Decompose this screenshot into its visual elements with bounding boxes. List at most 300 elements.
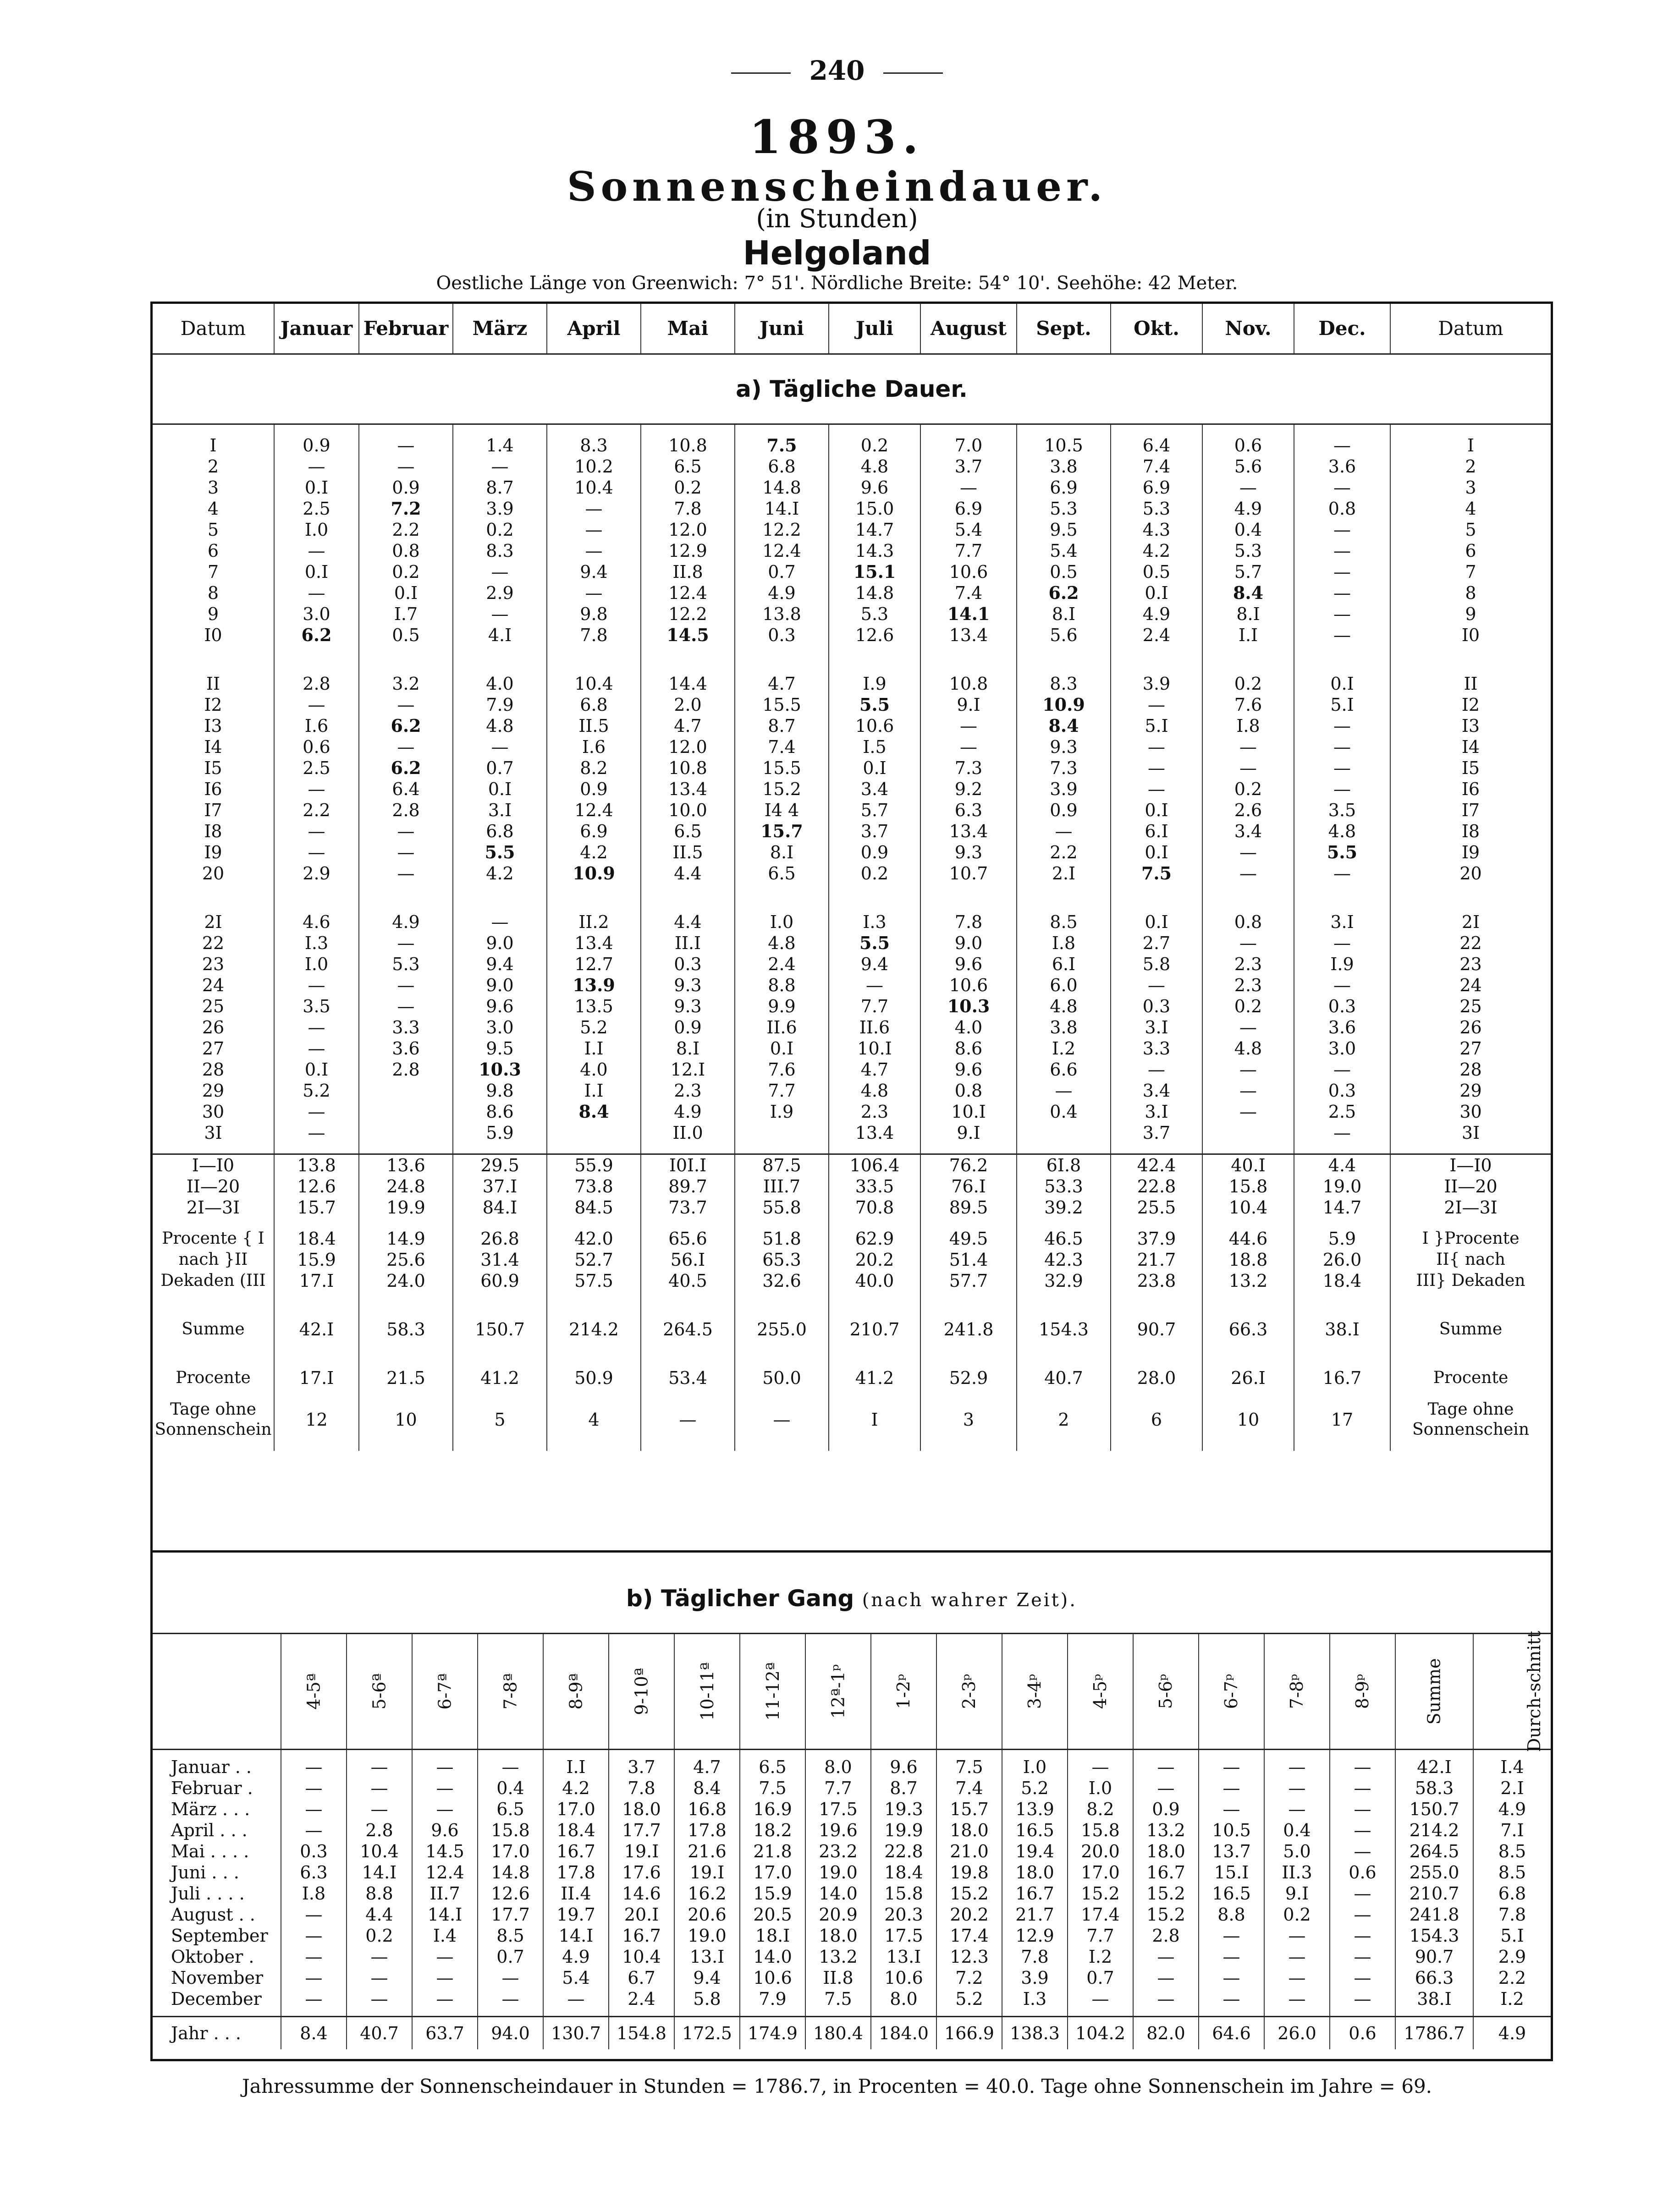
spacer — [1390, 1389, 1551, 1399]
table-row — [153, 1441, 1551, 1451]
day-label: 9 — [1390, 604, 1551, 625]
hourly-value: 15.9 — [740, 1883, 805, 1904]
hourly-value: I.8 — [281, 1883, 347, 1904]
spacer — [153, 1143, 274, 1154]
daily-value: 3.6 — [359, 1038, 453, 1059]
spacer — [936, 1750, 1002, 1757]
spacer — [735, 1291, 829, 1319]
daily-value: 0.4 — [1202, 519, 1294, 540]
decade-sum: 55.8 — [735, 1197, 829, 1218]
spacer — [547, 1441, 641, 1451]
decade-sum: 15.7 — [274, 1197, 359, 1218]
hourly-value: 17.6 — [609, 1862, 674, 1883]
daily-value: 15.7 — [735, 821, 829, 842]
decade-sum: I0I.I — [641, 1154, 735, 1176]
daily-value: 0.I — [829, 757, 920, 779]
monat-procente-value: 16.7 — [1294, 1367, 1390, 1389]
table-row — [153, 304, 1551, 354]
daily-value: 7.8 — [920, 911, 1017, 933]
daily-value: I.8 — [1202, 715, 1294, 736]
spacer — [1202, 1143, 1294, 1154]
daily-value: — — [1294, 519, 1390, 540]
hourly-value: 0.4 — [1264, 1820, 1330, 1841]
daily-value: 9.6 — [453, 996, 547, 1017]
daily-value: — — [1111, 1059, 1202, 1080]
spacer — [1017, 424, 1111, 435]
day-label: I8 — [204, 821, 222, 841]
hour-label: 4-5ª — [303, 1673, 324, 1710]
decade-label: I—I0 — [1390, 1154, 1551, 1176]
daily-value: 3.0 — [274, 604, 359, 625]
daily-value: 10.8 — [920, 673, 1017, 694]
jahr-value: 63.7 — [412, 2017, 478, 2050]
section-b-title-text: b) Täglicher Gang — [626, 1585, 854, 1612]
spacer — [674, 1750, 740, 1757]
daily-value: 0.2 — [829, 863, 920, 884]
jahr-value: 138.3 — [1002, 2017, 1068, 2050]
day-label: 3I — [204, 1123, 222, 1143]
spacer — [153, 1389, 274, 1399]
daily-value: 4.0 — [453, 673, 547, 694]
daily-value: 7.6 — [1202, 694, 1294, 715]
daily-value: I4 4 — [735, 800, 829, 821]
hourly-value: 18.0 — [609, 1799, 674, 1820]
hourly-value: I.I — [543, 1756, 609, 1778]
daily-value: 7.7 — [735, 1080, 829, 1101]
daily-value: 0.4 — [1017, 1101, 1111, 1122]
hourly-value: 7.7 — [1068, 1925, 1133, 1946]
spacer — [1133, 1750, 1199, 1757]
daily-value: 9.I — [920, 1122, 1017, 1143]
daily-value: 8.2 — [547, 757, 641, 779]
table-row — [153, 1228, 1551, 1249]
daily-value: — — [1202, 842, 1294, 863]
day-label: 26 — [1390, 1017, 1551, 1038]
spacer — [1390, 1340, 1551, 1367]
spacer — [274, 1218, 359, 1228]
daily-value: 5.3 — [1017, 498, 1111, 519]
daily-value: 2.4 — [1111, 625, 1202, 646]
table-row — [153, 800, 1551, 821]
daily-value: — — [274, 456, 359, 477]
daily-value: — — [1202, 757, 1294, 779]
daily-value: 5.6 — [1202, 456, 1294, 477]
daily-value: 3.9 — [1111, 673, 1202, 694]
tage-label-right: Tage ohne Sonnenschein — [1390, 1399, 1551, 1441]
daily-value: 4.9 — [735, 582, 829, 604]
spacer — [153, 424, 274, 435]
daily-value: 7.6 — [735, 1059, 829, 1080]
spacer — [829, 1143, 920, 1154]
daily-value: 7.8 — [547, 625, 641, 646]
hourly-value: 2.4 — [609, 1988, 674, 2009]
table-row — [153, 498, 1551, 519]
table-row — [153, 540, 1551, 561]
table-row — [153, 625, 1551, 646]
hourly-value: 9.4 — [674, 1967, 740, 1988]
procent-value: 18.8 — [1202, 1249, 1294, 1270]
daily-value — [1017, 1122, 1111, 1143]
daily-value: 10.9 — [1017, 694, 1111, 715]
daily-value: — — [1294, 736, 1390, 757]
hour-label: 10-11ª — [697, 1662, 717, 1721]
spacer — [1111, 1291, 1202, 1319]
daily-value: 2.8 — [274, 673, 359, 694]
spacer — [1202, 1218, 1294, 1228]
spacer — [829, 1291, 920, 1319]
daily-value: I.0 — [735, 911, 829, 933]
table-row — [153, 1399, 1551, 1441]
spacer — [1395, 2009, 1473, 2017]
hourly-value: 214.2 — [1395, 1820, 1473, 1841]
spacer — [936, 2009, 1002, 2017]
daily-value: 10.9 — [547, 863, 641, 884]
daily-value: 10.3 — [453, 1059, 547, 1080]
daily-value: 6.I — [1017, 954, 1111, 975]
daily-value: 4.3 — [1111, 519, 1202, 540]
procent-value: 15.9 — [274, 1249, 359, 1270]
spacer — [920, 1143, 1017, 1154]
daily-value: 9.6 — [920, 954, 1017, 975]
day-label: 8 — [207, 583, 219, 603]
daily-value: — — [547, 582, 641, 604]
day-label: I5 — [1390, 757, 1551, 779]
hourly-value: 18.0 — [936, 1820, 1002, 1841]
table-row — [153, 354, 1551, 424]
hourly-value: 241.8 — [1395, 1904, 1473, 1925]
daily-value: 8.I — [641, 1038, 735, 1059]
tage-value: 2 — [1017, 1399, 1111, 1441]
hourly-value: 10.4 — [609, 1946, 674, 1967]
daily-value: 4.2 — [453, 863, 547, 884]
hour-header — [1068, 1634, 1133, 1750]
day-label: 2 — [1390, 456, 1551, 477]
hourly-value: 16.9 — [740, 1799, 805, 1820]
daily-value: 7.9 — [453, 694, 547, 715]
page-title: Sonnenscheindauer. — [567, 163, 1107, 210]
daily-value: 7.5 — [735, 435, 829, 456]
spacer — [609, 1750, 674, 1757]
table-row — [153, 911, 1551, 933]
jahr-value: 64.6 — [1199, 2017, 1264, 2050]
daily-value: 9.0 — [920, 933, 1017, 954]
hour-label: Summe — [1424, 1658, 1444, 1725]
hourly-value: — — [1330, 1946, 1395, 1967]
procent-value: 18.4 — [274, 1228, 359, 1249]
day-label: I9 — [204, 842, 222, 862]
table-row — [153, 1988, 1551, 2009]
daily-value: 0.I — [274, 1059, 359, 1080]
decade-sum: 14.7 — [1294, 1197, 1390, 1218]
spacer — [829, 1340, 920, 1367]
daily-value: 5.3 — [1111, 498, 1202, 519]
jahr-value: 1786.7 — [1395, 2017, 1473, 2050]
hourly-value: 0.7 — [1068, 1967, 1133, 1988]
hour-label: 4-5ᵖ — [1090, 1674, 1111, 1709]
hourly-value: 2.9 — [1473, 1946, 1551, 1967]
daily-value: 13.9 — [547, 975, 641, 996]
daily-value: 2.2 — [359, 519, 453, 540]
decade-sum: 4.4 — [1294, 1154, 1390, 1176]
hourly-value: 18.0 — [805, 1925, 871, 1946]
jahr-value: 166.9 — [936, 2017, 1002, 2050]
hourly-value: 17.4 — [936, 1925, 1002, 1946]
hourly-value: 0.4 — [478, 1778, 543, 1799]
hour-header — [674, 1634, 740, 1750]
daily-value: 6.2 — [359, 757, 453, 779]
divider — [883, 72, 943, 74]
daily-value: 12.7 — [547, 954, 641, 975]
hourly-value: — — [1264, 1756, 1330, 1778]
hourly-value: 9.I — [1264, 1883, 1330, 1904]
daily-value: 7.2 — [359, 498, 453, 519]
day-label: 6 — [207, 541, 219, 561]
daily-value: 10.6 — [920, 975, 1017, 996]
spacer — [1264, 1750, 1330, 1757]
table-row — [153, 456, 1551, 477]
daily-value: 2.5 — [274, 498, 359, 519]
daily-value: II.5 — [641, 842, 735, 863]
daily-value: 0.5 — [359, 625, 453, 646]
hour-header — [347, 1634, 412, 1750]
daily-value: 5.6 — [1017, 625, 1111, 646]
hourly-value: 90.7 — [1395, 1946, 1473, 1967]
daily-duration-table-frame — [150, 302, 1553, 1553]
daily-value: 7.4 — [735, 736, 829, 757]
daily-value: — — [274, 842, 359, 863]
spacer — [153, 646, 274, 673]
hourly-value: — — [281, 1967, 347, 1988]
jahr-label: Jahr . . . — [153, 2017, 281, 2050]
spacer — [1390, 1143, 1551, 1154]
day-label: I2 — [204, 695, 222, 715]
spacer — [641, 1143, 735, 1154]
decade-sum: 84.5 — [547, 1197, 641, 1218]
daily-value: 4.9 — [1111, 604, 1202, 625]
daily-value: 3.5 — [1294, 800, 1390, 821]
spacer — [641, 884, 735, 911]
monat-procente-value: 40.7 — [1017, 1367, 1111, 1389]
daily-value: — — [359, 694, 453, 715]
spacer — [359, 1441, 453, 1451]
hourly-value: 16.7 — [543, 1841, 609, 1862]
hourly-value: — — [412, 1756, 478, 1778]
daily-value: 0.6 — [274, 736, 359, 757]
spacer — [453, 1340, 547, 1367]
jahr-value: 40.7 — [347, 2017, 412, 2050]
decade-sum: 25.5 — [1111, 1197, 1202, 1218]
tage-value: 17 — [1294, 1399, 1390, 1441]
spacer — [1202, 884, 1294, 911]
daily-value: 4.9 — [641, 1101, 735, 1122]
daily-value: — — [274, 694, 359, 715]
hourly-value: 12.6 — [478, 1883, 543, 1904]
hour-label: 7-8ᵖ — [1287, 1674, 1307, 1709]
monat-summe-value: 58.3 — [359, 1319, 453, 1340]
table-row — [153, 1197, 1551, 1218]
hour-header — [871, 1634, 936, 1750]
daily-value: I.3 — [274, 933, 359, 954]
hourly-value: 15.8 — [1068, 1820, 1133, 1841]
procent-label: Procente { I — [162, 1229, 264, 1248]
table-row — [153, 1799, 1551, 1820]
hourly-value: — — [1330, 1841, 1395, 1862]
day-label: 28 — [1390, 1059, 1551, 1080]
spacer — [735, 884, 829, 911]
spacer — [359, 1389, 453, 1399]
daily-value: 4.8 — [453, 715, 547, 736]
table-row — [153, 1925, 1551, 1946]
hourly-value: — — [1330, 1904, 1395, 1925]
spacer — [641, 1389, 735, 1399]
hourly-value: 21.6 — [674, 1841, 740, 1862]
header-month: August — [920, 304, 1017, 354]
hourly-value: 8.8 — [1199, 1904, 1264, 1925]
daily-value: 0.I — [1111, 800, 1202, 821]
spacer — [1017, 646, 1111, 673]
hourly-value: 8.8 — [347, 1883, 412, 1904]
hourly-value: 3.9 — [1002, 1967, 1068, 1988]
hourly-value: — — [412, 1988, 478, 2009]
spacer — [920, 884, 1017, 911]
hourly-value: 6.5 — [478, 1799, 543, 1820]
hourly-value: 2.8 — [1133, 1925, 1199, 1946]
day-label: 25 — [202, 996, 225, 1016]
day-label: 26 — [202, 1017, 225, 1037]
hourly-value: 13.7 — [1199, 1841, 1264, 1862]
spacer — [453, 1291, 547, 1319]
tage-value: — — [641, 1399, 735, 1441]
table-row — [153, 1634, 1551, 1750]
hourly-value: 20.I — [609, 1904, 674, 1925]
hour-label: 5-6ª — [369, 1673, 390, 1710]
spacer — [1294, 1291, 1390, 1319]
table-row — [153, 884, 1551, 911]
daily-value: 2.9 — [453, 582, 547, 604]
table-row — [153, 736, 1551, 757]
spacer — [1294, 424, 1390, 435]
hour-label: 1-2ᵖ — [893, 1674, 914, 1709]
spacer — [274, 1441, 359, 1451]
daily-value: 6.8 — [735, 456, 829, 477]
daily-value: — — [1017, 1080, 1111, 1101]
daily-value: — — [1017, 821, 1111, 842]
header-month: März — [453, 304, 547, 354]
hourly-value: 3.7 — [609, 1756, 674, 1778]
hour-header — [478, 1634, 543, 1750]
daily-value: 9.3 — [641, 975, 735, 996]
table-row — [153, 477, 1551, 498]
daily-value: 4.I — [453, 625, 547, 646]
daily-value: — — [920, 736, 1017, 757]
daily-value: 2.8 — [359, 1059, 453, 1080]
daily-value: I.7 — [359, 604, 453, 625]
daily-value: 5.8 — [1111, 954, 1202, 975]
daily-value: 3.9 — [453, 498, 547, 519]
table-row — [153, 519, 1551, 540]
month-label: Mai . . . . — [171, 1841, 249, 1861]
hour-label: 12ª-1ᵖ — [828, 1664, 848, 1719]
hourly-value: 14.I — [412, 1904, 478, 1925]
hourly-value: 12.9 — [1002, 1925, 1068, 1946]
daily-value: 4.6 — [274, 911, 359, 933]
daily-value: II.6 — [735, 1017, 829, 1038]
hour-header — [281, 1634, 347, 1750]
jahr-value: 4.9 — [1473, 2017, 1551, 2050]
hourly-value: 17.0 — [740, 1862, 805, 1883]
page-number-text: 240 — [809, 55, 865, 86]
daily-value: 6.8 — [547, 694, 641, 715]
hourly-value: — — [412, 1778, 478, 1799]
daily-value: 3.6 — [1294, 456, 1390, 477]
daily-value: 7.0 — [920, 435, 1017, 456]
hourly-value: 0.7 — [478, 1946, 543, 1967]
daily-duration-table — [153, 304, 1551, 1451]
hourly-value: 20.0 — [1068, 1841, 1133, 1862]
decade-label: 2I—3I — [1390, 1197, 1551, 1218]
daily-value: 8.6 — [453, 1101, 547, 1122]
monat-summe-value: 255.0 — [735, 1319, 829, 1340]
spacer — [347, 1750, 412, 1757]
hourly-value: — — [1264, 1988, 1330, 2009]
hourly-value: I.2 — [1473, 1988, 1551, 2009]
hourly-value: 20.9 — [805, 1904, 871, 1925]
decade-sum: 39.2 — [1017, 1197, 1111, 1218]
daily-value: 5.2 — [547, 1017, 641, 1038]
spacer — [359, 646, 453, 673]
daily-value: — — [1111, 694, 1202, 715]
day-label: I0 — [1390, 625, 1551, 646]
procent-value: 51.8 — [735, 1228, 829, 1249]
corner-cell — [153, 1634, 281, 1750]
monat-procente-value: 21.5 — [359, 1367, 453, 1389]
daily-value: 0.I — [453, 779, 547, 800]
daily-value: 4.7 — [829, 1059, 920, 1080]
daily-value: 5.3 — [1202, 540, 1294, 561]
table-row — [153, 604, 1551, 625]
hour-header — [1002, 1634, 1068, 1750]
hourly-value: 7.8 — [1473, 1904, 1551, 1925]
spacer — [829, 424, 920, 435]
jahr-value: 184.0 — [871, 2017, 936, 2050]
hourly-value: 6.3 — [281, 1862, 347, 1883]
decade-label: II—20 — [1390, 1176, 1551, 1197]
daily-value: 3.6 — [1294, 1017, 1390, 1038]
hourly-value: 16.2 — [674, 1883, 740, 1904]
daily-value: 3.I — [453, 800, 547, 821]
monat-procente-label: Procente — [176, 1368, 251, 1387]
hourly-value: 13.I — [674, 1946, 740, 1967]
daily-value: 3.5 — [274, 996, 359, 1017]
hourly-value: 9.6 — [871, 1756, 936, 1778]
daily-value: 9.3 — [920, 842, 1017, 863]
daily-value: 13.4 — [920, 821, 1017, 842]
daily-value: I.6 — [274, 715, 359, 736]
spacer — [543, 1750, 609, 1757]
daily-value: — — [359, 842, 453, 863]
daily-value: 0.5 — [1017, 561, 1111, 582]
daily-value: 8.I — [735, 842, 829, 863]
daily-value: 13.4 — [547, 933, 641, 954]
hourly-value: — — [478, 1988, 543, 2009]
table-row — [153, 954, 1551, 975]
header-datum: Datum — [153, 304, 274, 354]
hourly-value: 2.2 — [1473, 1967, 1551, 1988]
hourly-value: I.3 — [1002, 1988, 1068, 2009]
jahr-value: 0.6 — [1330, 2017, 1395, 2050]
table-row — [153, 1750, 1551, 1757]
decade-sum: 10.4 — [1202, 1197, 1294, 1218]
